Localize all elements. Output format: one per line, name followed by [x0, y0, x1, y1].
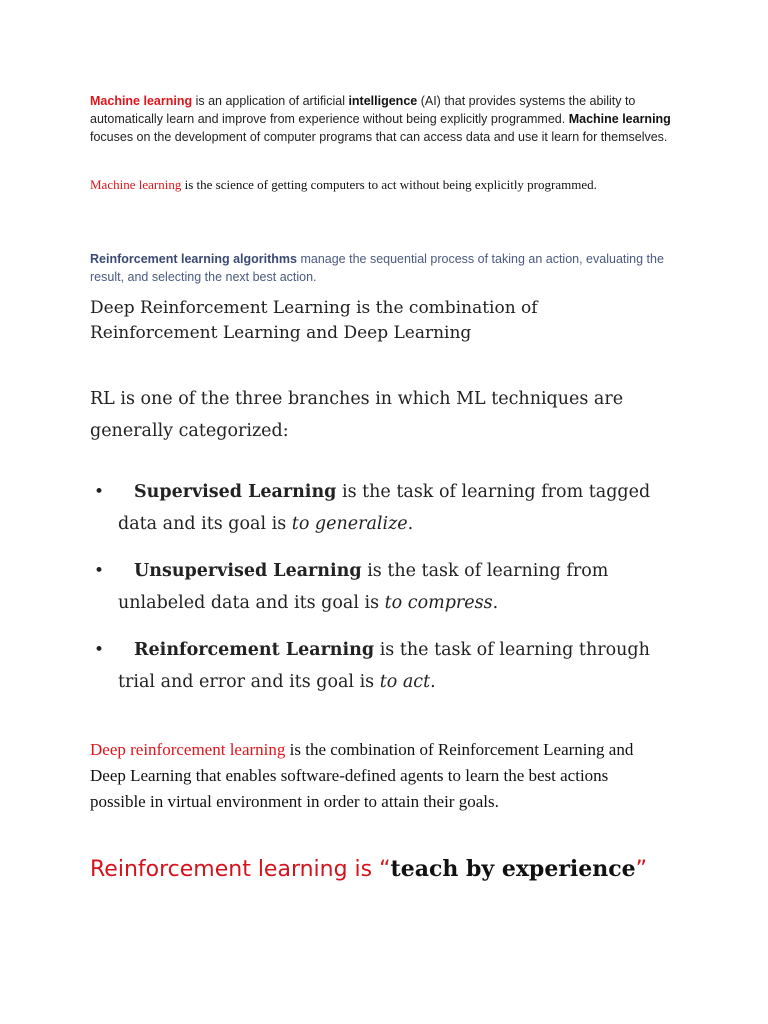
drl-definition-paragraph [90, 737, 650, 815]
unsupervised-learning-text: is the task of learning from unlabeled data and its goal is [118, 561, 609, 613]
tagline-emphasis: teach by experience [390, 856, 636, 882]
supervised-learning-text: is the task of learning from tagged data and its goal is [118, 482, 651, 534]
ml-science-term: Machine learning [90, 177, 182, 192]
rl-tagline [90, 853, 730, 886]
ml-definition-text-2: (AI) that provides systems the ability to automatically learn and improve from experience without being explicitly programmed. [90, 94, 636, 127]
bullet-icon: • [94, 482, 105, 502]
intelligence-term: intelligence [348, 94, 418, 108]
unsupervised-learning-term: Unsupervised Learning [134, 561, 362, 581]
ml-definition-paragraph [90, 92, 690, 147]
ml-term: Machine learning [90, 94, 193, 108]
drl-definition-text: is the combination of Reinforcement Learning and Deep Learning that enables software-defined agents to learn the best actions possible in virtual environment in order to attain their goals. [90, 740, 634, 811]
rl-algorithms-paragraph [90, 250, 670, 286]
ml-science-paragraph [90, 175, 650, 194]
reinforcement-learning-text: is the task of learning through trial and error and its goal is [118, 640, 650, 692]
supervised-learning-term: Supervised Learning [134, 482, 337, 502]
bullet-icon: • [94, 561, 105, 581]
reinforcement-learning-term: Reinforcement Learning [134, 640, 375, 660]
tagline-prefix: Reinforcement learning is “ [90, 857, 391, 882]
ml-science-text: is the science of getting computers to act without being explicitly programmed. [181, 177, 597, 192]
drl-term: Deep reinforcement learning [90, 740, 286, 759]
rl-algorithms-term: Reinforcement learning algorithms [90, 252, 297, 266]
ml-definition-text-3: focuses on the development of computer programs that can access data and use it learn for themselves. [90, 130, 668, 145]
bullet-icon: • [94, 640, 105, 660]
supervised-learning-goal: to generalize [291, 514, 408, 534]
drl-combination-paragraph: Deep Reinforcement Learning is the combination of Reinforcement Learning and Deep Learning [90, 298, 538, 343]
rl-algorithms-text: manage the sequential process of taking an action, evaluating the result, and selecting the next best action. [90, 252, 664, 284]
unsupervised-learning-goal: to compress [384, 593, 493, 613]
list-item [90, 634, 670, 698]
reinforcement-learning-goal: to act [379, 672, 431, 692]
reinforcement-learning-end: . [430, 672, 436, 692]
supervised-learning-end: . [407, 514, 414, 534]
rl-branches-intro: RL is one of the three branches in which ML techniques are generally categorized: [90, 389, 624, 441]
learning-types-list [90, 476, 670, 713]
tagline-suffix: ” [635, 857, 648, 882]
ml-definition-text-1: is an application of artificial [192, 94, 349, 108]
ml-term-2: Machine learning [568, 112, 671, 127]
unsupervised-learning-end: . [492, 593, 499, 613]
list-item [90, 476, 670, 540]
list-item [90, 555, 670, 619]
